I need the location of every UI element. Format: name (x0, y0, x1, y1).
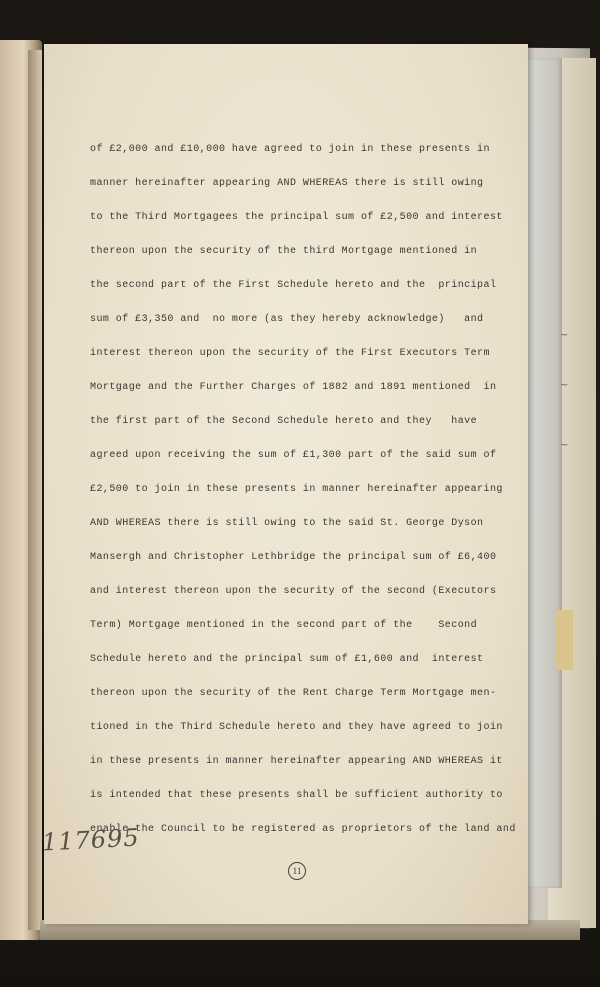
text-line: Schedule hereto and the principal sum of £1,600 and interest (90, 654, 484, 665)
text-line: Mortgage and the Further Charges of 1882 and 1891 mentioned in (90, 382, 497, 393)
text-line: the second part of the First Schedule hereto and the principal (90, 280, 497, 291)
left-page-edge (28, 50, 42, 930)
text-line: enable the Council to be registered as proprietors of the land and (90, 824, 516, 835)
text-line: manner hereinafter appearing AND WHEREAS there is still owing (90, 178, 484, 189)
text-line: to the Third Mortgagees the principal sum of £2,500 and interest (90, 212, 503, 223)
text-line: Term) Mortgage mentioned in the second part of the Second (90, 620, 478, 631)
page-number: 11 (288, 862, 306, 880)
text-line: in these presents in manner hereinafter appearing AND WHEREAS it (90, 756, 503, 767)
text-line: AND WHEREAS there is still owing to the said St. George Dyson (90, 518, 484, 529)
text-line: Mansergh and Christopher Lethbridge the principal sum of £6,400 (90, 552, 497, 563)
document-page (44, 44, 528, 924)
text-line: tioned in the Third Schedule hereto and they have agreed to join (90, 722, 503, 733)
text-line: interest thereon upon the security of the First Executors Term (90, 348, 490, 359)
handwritten-reference-number: 117695 (41, 823, 141, 857)
text-line: and interest thereon upon the security of the second (Executors (90, 586, 497, 597)
binding-tape (528, 58, 562, 888)
text-line: is intended that these presents shall be sufficient authority to (90, 790, 503, 801)
handwriting-fragment: ~ (560, 330, 569, 341)
text-line: thereon upon the security of the third Mortgage mentioned in (90, 246, 478, 257)
handwriting-fragment: ~ (560, 380, 569, 391)
handwriting-fragment: ~ (560, 440, 569, 451)
text-line: agreed upon receiving the sum of £1,300 part of the said sum of (90, 450, 497, 461)
text-line: sum of £3,350 and no more (as they hereby acknowledge) and (90, 314, 484, 325)
text-line: of £2,000 and £10,000 have agreed to join in these presents in (90, 144, 490, 155)
yellow-tab (555, 610, 573, 670)
text-line: the first part of the Second Schedule hereto and they have (90, 416, 478, 427)
text-line: thereon upon the security of the Rent Charge Term Mortgage men- (90, 688, 497, 699)
text-line: £2,500 to join in these presents in manner hereinafter appearing (90, 484, 503, 495)
